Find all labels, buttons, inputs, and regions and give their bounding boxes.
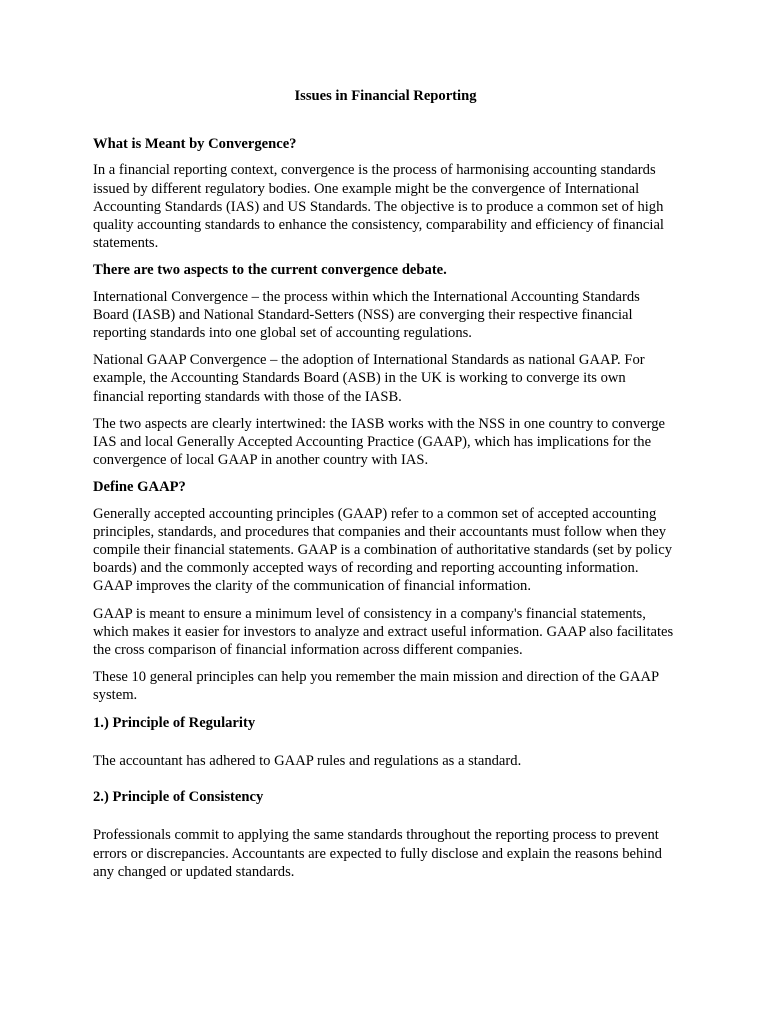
paragraph-ten-principles-intro: These 10 general principles can help you remember the main mission and direction of the GAAP system. — [93, 669, 659, 704]
section-heading-convergence: What is Meant by Convergence? — [93, 136, 297, 153]
document-body — [93, 87, 678, 890]
paragraph-gaap-definition: Generally accepted accounting principles (GAAP) refer to a common set of accepted accounting principles, standards, and procedures that companies and their accountants must follow when they compile their financial statements. GAAP is a combination of authoritative standards (set by policy boards) and the commonly accepted ways of recording and reporting accounting information. GAAP improves the clarity of the communication of financial information. — [93, 505, 673, 595]
paragraph-aspects-intertwined: The two aspects are clearly intertwined: the IASB works with the NSS in one country to converge IAS and local Generally Accepted Accounting Practice (GAAP), which has implications for the convergence of local GAAP in another country with IAS. — [93, 415, 665, 469]
paragraph-principle-consistency: Professionals commit to applying the same standards throughout the reporting process to prevent errors or discrepancies. Accountants are expected to fully disclose and explain the reasons behind any changed or updated standards. — [93, 827, 662, 880]
paragraph-international-convergence: International Convergence – the process within which the International Accounting Standards Board (IASB) and National Standard-Setters (NSS) are converging their respective financial reporting standards into one global set of accounting regulations. — [93, 288, 640, 342]
paragraph-national-gaap-convergence: National GAAP Convergence – the adoption of International Standards as national GAAP. For example, the Accounting Standards Board (ASB) in the UK is working to converge its own financial reporting standards with those of the IASB. — [93, 352, 645, 405]
section-heading-define-gaap: Define GAAP? — [93, 479, 186, 496]
section-heading-principle-regularity: 1.) Principle of Regularity — [93, 714, 256, 731]
paragraph-gaap-consistency: GAAP is meant to ensure a minimum level of consistency in a company's financial statements, which makes it easier for investors to analyze and extract useful information. GAAP also facilitates the cross comparison of financial information across different companies. — [93, 605, 674, 659]
paragraph-principle-regularity: The accountant has adhered to GAAP rules and regulations as a standard. — [93, 752, 522, 769]
paragraph-convergence-definition: In a financial reporting context, convergence is the process of harmonising accounting standards issued by different regulatory bodies. One example might be the convergence of International Accounting Standards (IAS) and US Standards. The objective is to produce a common set of high quality accounting standards to enhance the consistency, comparability and efficiency of financial statements. — [93, 162, 664, 252]
document-title: Issues in Financial Reporting — [294, 88, 477, 104]
section-heading-two-aspects: There are two aspects to the current convergence debate. — [93, 262, 447, 279]
section-heading-principle-consistency: 2.) Principle of Consistency — [93, 789, 264, 806]
